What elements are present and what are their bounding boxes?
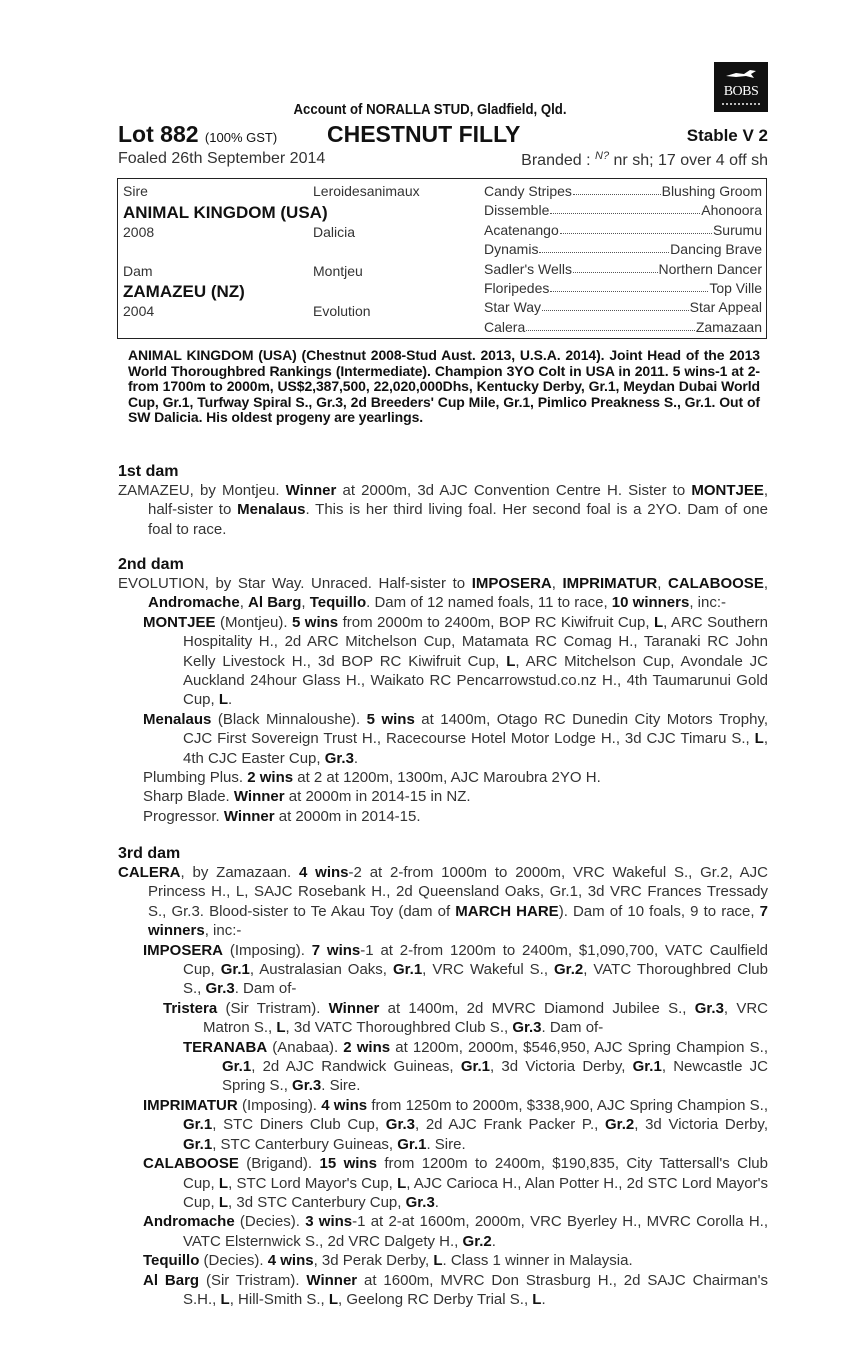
pedigree-entry <box>118 1251 768 1270</box>
bold-text: CALABOOSE <box>667 575 764 592</box>
text: at 2000m in 2014-15 in NZ. <box>284 788 471 806</box>
text: (Montjeu). <box>215 613 292 631</box>
dam-section <box>118 462 768 539</box>
text: (Imposing). <box>223 941 312 959</box>
bold-text: L <box>218 1174 229 1192</box>
bold-text: Gr.1 <box>222 1058 252 1076</box>
text: , 3d VATC Thoroughbred Club S., <box>285 1019 513 1037</box>
text: , 3d STC Canterbury Cup, <box>228 1193 406 1211</box>
sire-summary: ANIMAL KINGDOM (USA) (Chestnut 2008-Stud Aust. 2013, U.S.A. 2014). Joint Head of the 2013 World Thoroughbred Rankings (Intermediate). Champion 3YO Colt in USA in 2011. 5 wins-1 at 2-from 1700m to 2000m, US$2,387,500, 22,020,000Dhs, Kentucky Derby, Gr.1, Meydan Dubai World Cup, Gr.1, Turfway Spiral S., Gr.3, 2d Breeders' Cup Mile, Gr.1, Pimlico Preakness S., Gr.1. Out of SW Dalicia. His oldest progeny are yearlings. <box>128 347 760 426</box>
text: , VRC Matron S., <box>203 999 769 1037</box>
text: (Decies). <box>199 1252 268 1270</box>
gen3-horse: Dissemble <box>484 202 550 219</box>
pedigree-gen3-row <box>484 202 762 218</box>
bold-text: IMPOSERA <box>471 575 552 592</box>
bold-text: Winner <box>223 807 275 825</box>
bold-text: Gr.2 <box>462 1232 492 1250</box>
dot-leader <box>550 280 708 292</box>
text: Progressor. <box>143 807 224 825</box>
text: at 1600m, MVRC Don Strasburg H., 2d SAJC Chairman's S.H., <box>183 1271 769 1308</box>
text: (Decies). <box>234 1213 306 1231</box>
text: . Dam of- <box>234 980 297 998</box>
bold-text: L <box>220 1290 230 1308</box>
bold-text: L <box>433 1252 443 1270</box>
gen3-horse: Candy Stripes <box>484 183 572 199</box>
gen3-horse: Floripedes <box>484 280 550 296</box>
dot-leader <box>550 202 700 214</box>
bold-text: L <box>328 1290 339 1308</box>
gen3-horse: Acatenango <box>484 221 559 238</box>
dam-name: ZAMAZEU (NZ) <box>123 282 245 301</box>
pedigree-entry <box>118 807 768 826</box>
pedigree-gen3-row <box>484 261 762 277</box>
bold-text: Gr.3 <box>385 1116 415 1134</box>
pedigree-entry <box>118 613 768 710</box>
text: , inc:- <box>689 594 727 612</box>
text: , <box>551 575 563 592</box>
text: . <box>541 1290 546 1308</box>
bold-text: Gr.3 <box>205 980 235 998</box>
bold-text: Andromache <box>143 1213 235 1231</box>
bold-text: Gr.2 <box>554 961 584 979</box>
gen3-horse: Dynamis <box>484 241 539 258</box>
dot-leader <box>560 222 712 234</box>
lot-label: Lot 882 <box>118 121 199 147</box>
bold-text: Gr.1 <box>183 1135 213 1153</box>
text: Plumbing Plus. <box>143 769 248 787</box>
text: . Dam of- <box>541 1019 604 1037</box>
gen3-horse: Star Way <box>484 299 542 316</box>
text: , 2d AJC Randwick Guineas, <box>251 1058 461 1076</box>
bold-text: Gr.3 <box>405 1193 435 1211</box>
gen3-horse: Calera <box>484 318 526 335</box>
text: , VRC Wakeful S., <box>422 961 555 979</box>
bold-text: L <box>653 613 664 631</box>
text: , <box>657 575 668 592</box>
text: , 3d Victoria Derby, <box>490 1058 633 1076</box>
bold-text: MONTJEE <box>691 482 764 499</box>
bold-text: L <box>506 652 516 670</box>
bold-text: Gr.1 <box>397 1135 427 1153</box>
text: , STC Canterbury Guineas, <box>212 1135 398 1153</box>
branded-text: nr sh; 17 over 4 off sh <box>613 152 768 169</box>
dot-leader <box>573 183 661 195</box>
bold-text: IMPRIMATUR <box>143 1096 238 1114</box>
bold-text: MARCH HARE <box>455 902 559 920</box>
bold-text: L <box>218 1193 229 1211</box>
lot-description: CHESTNUT FILLY <box>327 121 521 147</box>
bold-text: 4 wins <box>299 864 349 881</box>
pedigree-entry <box>118 787 768 806</box>
pedigree-entry <box>118 481 768 539</box>
text: at 1400m, Otago RC Dunedin City Motors Trophy, CJC First Sovereign Trust H., Racecourse Hotel Motor Lodge H., 3d CJC Timaru S., <box>183 710 769 748</box>
branded-info <box>521 150 768 170</box>
bold-text: Menalaus <box>237 501 306 519</box>
text: ). Dam of 10 foals, 9 to race, <box>558 902 760 920</box>
pedigree-gen3-row <box>484 299 762 315</box>
logo-text: BOBS <box>723 84 759 99</box>
bold-text: L <box>397 1174 407 1192</box>
text: -1 at 2-at 1600m, 2000m, VRC Byerley H., MVRC Corolla H., VATC Elsternwick S., 2d VRC Dalgety H., <box>183 1213 769 1250</box>
foaled-date: Foaled 26th September 2014 <box>118 150 326 167</box>
bold-text: L <box>754 730 764 748</box>
text: , Hill-Smith S., <box>229 1290 329 1308</box>
text: , AJC Carioca H., Alan Potter H., 2d STC Lord Mayor's Cup, <box>183 1174 769 1211</box>
sires-sire: Leroidesanimaux <box>313 183 420 199</box>
text: (Black Minnaloushe). <box>211 710 367 728</box>
bold-text: Gr.1 <box>460 1058 490 1076</box>
stable-location: Stable V 2 <box>686 126 768 145</box>
bold-text: 2 wins <box>343 1038 391 1056</box>
branded-label: Branded : <box>521 152 591 169</box>
pedigree-entry <box>118 863 768 941</box>
gen3-sire: Dancing Brave <box>670 241 762 258</box>
dot-leader <box>526 319 695 331</box>
bold-text: Andromache <box>148 594 240 612</box>
bold-text: 3 wins <box>305 1213 353 1231</box>
section-heading: 1st dam <box>118 463 179 480</box>
text: , 3d Perak Derby, <box>313 1252 434 1270</box>
sire-year: 2008 <box>123 224 155 240</box>
bold-text: 7 winners <box>148 902 769 940</box>
bold-text: Al Barg <box>248 594 302 612</box>
bold-text: Winner <box>306 1271 358 1289</box>
gen3-sire: Top Ville <box>709 280 762 296</box>
dam-section <box>118 555 768 826</box>
gen3-sire: Northern Dancer <box>658 260 762 277</box>
bold-text: Winner <box>233 788 285 806</box>
text: -2 at 2-from 1000m to 2000m, VRC Wakeful S., Gr.2, AJC Princess H., L, SAJC Rosebank H., 2d Queensland Oaks, Gr.1, 3d VRC Frances Tressady S., Gr.3. Blood-sister to Te Akau Toy (dam of <box>148 864 768 920</box>
bold-text: Tristera <box>163 999 218 1017</box>
bold-text: Gr.1 <box>183 1116 213 1134</box>
bold-text: MONTJEE <box>143 613 216 631</box>
text: at 2 at 1200m, 1300m, AJC Maroubra 2YO H. <box>293 769 601 787</box>
bold-text: Gr.1 <box>392 961 423 979</box>
bold-text: L <box>532 1290 542 1308</box>
bold-text: 10 winners <box>611 594 690 612</box>
bold-text: Gr.3 <box>512 1019 542 1037</box>
pedigree-entry <box>118 999 768 1038</box>
pedigree-entry <box>118 1212 768 1251</box>
text: (Sir Tristram). <box>217 999 329 1017</box>
text: . Sire. <box>426 1135 466 1153</box>
bold-text: Gr.3 <box>324 749 354 767</box>
bold-text: 4 wins <box>267 1252 314 1270</box>
bird-logo-icon <box>724 68 758 80</box>
text: Sharp Blade. <box>143 788 234 806</box>
section-heading: 3rd dam <box>118 845 181 862</box>
bold-text: Gr.1 <box>220 961 250 979</box>
bold-text: 2 wins <box>247 769 294 787</box>
pedigree-entry <box>118 768 768 787</box>
dam-section <box>118 844 768 1309</box>
text: , half-sister to <box>148 482 769 519</box>
text: , by Zamazaan. <box>180 864 300 881</box>
dams-dam: Evolution <box>313 303 371 319</box>
text: at 1200m, 2000m, $546,950, AJC Spring Champion S., <box>390 1038 768 1056</box>
bold-text: 5 wins <box>366 710 415 728</box>
bold-text: Menalaus <box>143 710 212 728</box>
text: , STC Lord Mayor's Cup, <box>228 1174 398 1192</box>
dot-leader <box>573 261 658 273</box>
gen3-horse: Sadler's Wells <box>484 260 572 277</box>
pedigree-gen3-row <box>484 319 762 335</box>
gen3-sire: Surumu <box>712 221 762 238</box>
text: . Dam of 12 named foals, 11 to race, <box>366 594 612 612</box>
pedigree-entry <box>118 941 768 999</box>
bold-text: Winner <box>285 482 337 499</box>
text: , 3d Victoria Derby, <box>634 1116 768 1134</box>
text: , <box>239 594 249 612</box>
bold-text: IMPOSERA <box>143 941 224 959</box>
bold-text: Gr.3 <box>292 1077 322 1095</box>
pedigree-gen3-row <box>484 183 762 199</box>
dot-leader <box>542 299 689 311</box>
bold-text: 4 wins <box>321 1096 368 1114</box>
dam-label: Dam <box>123 263 153 279</box>
text: at 2000m, 3d AJC Convention Centre H. Sister to <box>336 482 692 499</box>
text: , Geelong RC Derby Trial S., <box>338 1290 533 1308</box>
text: , <box>763 575 768 592</box>
text: . <box>491 1232 496 1250</box>
sire-label: Sire <box>123 183 148 199</box>
gen3-sire: Blushing Groom <box>661 183 762 199</box>
sire-name: ANIMAL KINGDOM (USA) <box>123 203 328 222</box>
bold-text: IMPRIMATUR <box>562 575 658 592</box>
text: , Newcastle JC Spring S., <box>222 1058 768 1095</box>
text: (Anabaa). <box>267 1038 344 1056</box>
bold-text: CALERA <box>118 864 181 881</box>
bold-text: L <box>218 691 229 709</box>
text: . <box>434 1193 439 1211</box>
pedigree-gen3-row <box>484 280 762 296</box>
gen3-sire: Star Appeal <box>689 299 762 316</box>
lot-number <box>118 121 277 148</box>
text: . <box>228 691 233 709</box>
bold-text: Gr.3 <box>694 999 724 1017</box>
text: , inc:- <box>204 922 242 940</box>
text: . This is her third living foal. Her second foal is a 2YO. Dam of one foal to race. <box>148 501 768 538</box>
bold-text: TERANABA <box>183 1038 268 1056</box>
text: , <box>301 594 310 612</box>
text: EVOLUTION, by Star Way. Unraced. Half-sister to <box>118 575 472 592</box>
bold-text: CALABOOSE <box>143 1155 239 1173</box>
bold-text: Gr.2 <box>605 1116 635 1134</box>
pedigree-entry <box>118 1271 768 1310</box>
bold-text: 15 wins <box>319 1155 377 1173</box>
dot-leader <box>539 241 669 253</box>
gst-note: (100% GST) <box>204 130 278 145</box>
lot-header <box>118 121 768 147</box>
text: , ARC Southern Hospitality H., 2d ARC Mitchelson Cup, Matamata RC Comag H., Taranaki RC John Kelly Livestock H., 3d BOP RC Kiwifruit Cup, <box>183 613 768 670</box>
bold-text: Gr.1 <box>632 1058 662 1076</box>
text: from 1200m to 2400m, $190,835, City Tattersall's Club Cup, <box>183 1155 768 1192</box>
section-heading: 2nd dam <box>118 556 184 573</box>
bold-text: Tequillo <box>309 594 367 612</box>
text: , VATC Thoroughbred Club S., <box>183 961 768 998</box>
gen3-sire: Zamazaan <box>695 318 762 335</box>
pedigree-gen3-row <box>484 241 762 257</box>
pedigree-entry <box>118 574 768 613</box>
text: , 4th CJC Easter Cup, <box>183 730 768 767</box>
text: , STC Diners Club Cup, <box>212 1116 386 1134</box>
text: at 1400m, 2d MVRC Diamond Jubilee S., <box>379 999 695 1017</box>
bold-text: Al Barg <box>143 1271 200 1289</box>
bold-text: Tequillo <box>143 1252 200 1270</box>
pedigree-entry <box>118 710 768 768</box>
text: ZAMAZEU, by Montjeu. <box>118 482 286 499</box>
text: . Class 1 winner in Malaysia. <box>442 1252 633 1270</box>
dams-sire: Montjeu <box>313 263 363 279</box>
bold-text: 5 wins <box>291 613 339 631</box>
text: (Sir Tristram). <box>199 1271 307 1289</box>
bold-text: L <box>276 1019 286 1037</box>
text: , 2d AJC Frank Packer P., <box>414 1116 606 1134</box>
vendor-account: Account of NORALLA STUD, Gladfield, Qld. <box>293 101 567 118</box>
pedigree-gen3-row <box>484 222 762 238</box>
text: , Australasian Oaks, <box>249 961 393 979</box>
brand-mark: N? <box>595 150 610 162</box>
pedigree-table <box>117 178 767 339</box>
text: at 2000m in 2014-15. <box>274 807 421 825</box>
gen3-sire: Ahonoora <box>701 202 762 219</box>
pedigree-entry <box>118 1096 768 1154</box>
text: , ARC Mitchelson Cup, Avondale JC Auckland 24hour Glass H., Waikato RC Pencarrowstud.co.nz H., 4th Taumarunui Gold Cup, <box>183 652 768 709</box>
bold-text: 7 wins <box>311 941 361 959</box>
text: from 1250m to 2000m, $338,900, AJC Spring Champion S., <box>367 1096 768 1114</box>
text: (Brigand). <box>238 1155 320 1173</box>
bold-text: Winner <box>328 999 380 1017</box>
text: from 2000m to 2400m, BOP RC Kiwifruit Cup, <box>338 613 654 631</box>
dam-year: 2004 <box>123 303 155 319</box>
pedigree-entry <box>118 1154 768 1212</box>
text: . <box>353 749 359 767</box>
pedigree-entry <box>118 1038 768 1096</box>
text: (Imposing). <box>237 1096 322 1114</box>
sires-dam: Dalicia <box>313 224 356 240</box>
text: . Sire. <box>321 1077 361 1095</box>
text: -1 at 2-from 1200m to 2400m, $1,090,700, VATC Caulfield Cup, <box>183 941 768 979</box>
